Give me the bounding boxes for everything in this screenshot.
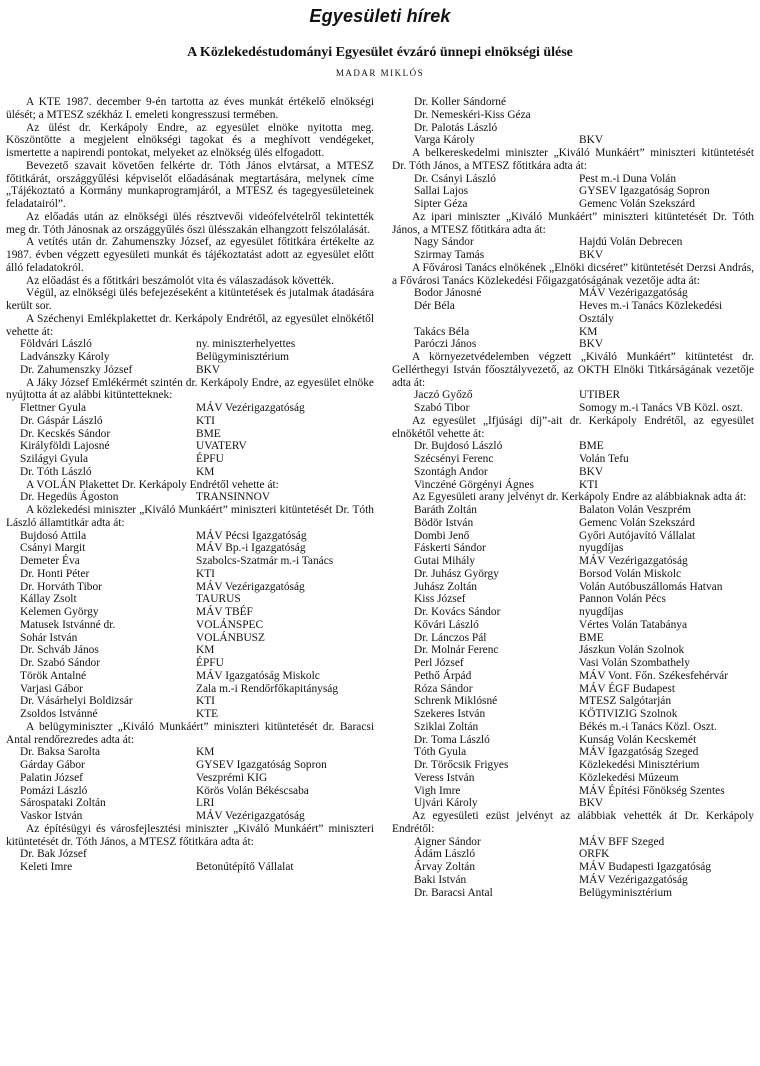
award-recipient-row <box>6 708 374 721</box>
recipient-organization: Belügyminisztérium <box>579 886 673 899</box>
paragraph: Bevezető szavait követően felkérte dr. Tóth János elvtársat, a MTESZ főtitkárát, országgyűlési képviselőt előadásának megtartására, melynek címe „Tájékoztató a Kormány munkaprogramjáról, a MTESZ és tagegyesületeinek feladatairól”. <box>6 159 374 210</box>
recipient-name: Sziklai Zoltán <box>414 720 479 733</box>
recipient-organization: KTI <box>196 414 215 427</box>
paragraph: A VOLÁN Plakettet Dr. Kerkápoly Endrétől vehette át: <box>26 478 279 491</box>
recipient-name: Dr. Toma László <box>414 733 490 746</box>
recipient-name: Dr. Baracsi Antal <box>414 886 493 899</box>
award-recipient-row <box>392 440 754 453</box>
award-recipient-row <box>392 861 754 874</box>
recipient-organization: Körös Volán Békéscsaba <box>196 784 309 797</box>
award-recipient-row <box>6 670 374 683</box>
award-recipient-row <box>392 797 754 810</box>
recipient-name: Kállay Zsolt <box>20 593 77 606</box>
paragraph: A Széchenyi Emlékplakettet dr. Kerkápoly Endrétől, az egyesület elnökétől vehette át: <box>6 312 374 338</box>
award-list <box>392 96 754 147</box>
award-recipient-row <box>392 389 754 402</box>
paragraph: Az előadást és a főtitkári beszámolót vita és válaszadások követték. <box>26 274 335 287</box>
award-recipient-row <box>6 351 374 364</box>
recipient-name: Róza Sándor <box>414 682 473 695</box>
recipient-organization: UTIBER <box>579 389 621 402</box>
recipient-organization <box>579 96 754 109</box>
recipient-organization: MTESZ Salgótarján <box>579 695 672 708</box>
recipient-name: Dr. Kovács Sándor <box>414 606 501 618</box>
recipient-organization: BME <box>579 631 604 644</box>
award-recipient-row <box>6 644 374 657</box>
recipient-name: Vigh Imre <box>414 784 461 797</box>
award-list <box>6 402 374 479</box>
award-recipient-row <box>392 721 754 734</box>
award-recipient-row <box>392 109 754 122</box>
recipient-name: Tóth Gyula <box>414 746 467 759</box>
award-list <box>392 836 754 900</box>
recipient-name: Fáskerti Sándor <box>414 542 486 555</box>
recipient-organization: Jászkun Volán Szolnok <box>579 644 685 657</box>
recipient-name: Ádám László <box>414 848 476 861</box>
recipient-name: Dr. Baksa Sarolta <box>20 746 101 759</box>
award-list <box>392 504 754 810</box>
recipient-organization: Kunság Volán Kecskemét <box>579 733 697 746</box>
paragraph: A vetítés után dr. Zahumenszky József, az egyesület főtitkára értékelte az 1987. évben végzett egyesületi munkát és tájékoztatást adott az egyesület előtt álló feladatokról. <box>6 236 374 274</box>
recipient-name: Dr. Kecskés Sándor <box>20 427 111 440</box>
award-recipient-row <box>6 402 374 415</box>
paragraph: A belkereskedelmi miniszter „Kiváló Munkáért” miniszteri kitüntetését Dr. Tóth János, a MTESZ főtitkára adta át: <box>392 147 754 172</box>
recipient-name: Szécsényi Ferenc <box>414 453 494 465</box>
recipient-name: Dr. Törőcsik Frigyes <box>414 759 509 771</box>
recipient-name: Kelemen György <box>20 606 99 618</box>
recipient-name: Dr. Juhász György <box>414 567 499 580</box>
award-recipient-row <box>392 759 754 772</box>
paragraph: Az előadás után az elnökségi ülés résztvevői videófelvételről tekintették meg dr. Tóth Jánosnak az országgyűlés őszi ülésszakán elhangzott felszólalását. <box>6 210 374 236</box>
recipient-organization: Közlekedési Minisztérium <box>579 759 700 771</box>
recipient-name: Dr. Zahumenszky József <box>20 363 133 376</box>
recipient-name: Dr. Vásárhelyi Boldizsár <box>20 695 133 708</box>
recipient-organization: BKV <box>196 363 221 376</box>
award-recipient-row <box>392 708 754 721</box>
recipient-name: Kiss József <box>414 593 466 606</box>
award-recipient-row <box>392 874 754 887</box>
recipient-name: Nagy Sándor <box>414 236 474 249</box>
award-recipient-row <box>392 479 754 492</box>
recipient-organization: nyugdíjas <box>579 606 624 618</box>
award-recipient-row <box>6 606 374 619</box>
recipient-name: Aigner Sándor <box>414 835 481 848</box>
award-recipient-row <box>6 785 374 798</box>
recipient-name: Keleti Imre <box>20 861 73 873</box>
award-recipient-row <box>392 836 754 849</box>
recipient-name: Gutai Mihály <box>414 555 476 567</box>
recipient-organization: Betonútépítő Vállalat <box>196 861 294 873</box>
recipient-organization: Heves m.-i Tanács Közlekedési Osztály <box>579 300 723 325</box>
recipient-organization: Békés m.-i Tanács Közl. Oszt. <box>579 720 717 733</box>
recipient-name: Dr. Palotás László <box>414 121 498 134</box>
recipient-organization: Pest m.-i Duna Volán <box>579 172 677 185</box>
recipient-name: Dombi Jenő <box>414 529 470 542</box>
award-recipient-row <box>6 759 374 772</box>
recipient-organization: ORFK <box>579 848 610 861</box>
recipient-name: Kővári László <box>414 618 479 631</box>
recipient-organization: MÁV TBÉF <box>196 606 253 618</box>
award-recipient-row <box>6 848 374 861</box>
recipient-name: Királyföldi Lajosné <box>20 440 110 453</box>
recipient-organization: MÁV Budapesti Igazgatóság <box>579 861 712 873</box>
right-column <box>392 96 754 899</box>
recipient-name: Paróczi János <box>414 338 477 351</box>
author-byline: MADAR MIKLÓS <box>335 68 425 78</box>
recipient-organization: MÁV Bp.-i Igazgatóság <box>196 542 306 555</box>
recipient-name: Dr. Molnár Ferenc <box>414 644 499 657</box>
recipient-name: Vaskor István <box>20 810 83 822</box>
award-recipient-row <box>6 364 374 377</box>
paragraph: A közlekedési miniszter „Kiváló Munkáért” miniszteri kitüntetését Dr. Tóth László államtitkár adta át: <box>6 504 374 529</box>
award-recipient-row <box>6 695 374 708</box>
award-recipient-row <box>392 785 754 798</box>
award-recipient-row <box>392 185 754 198</box>
award-recipient-row <box>6 581 374 594</box>
recipient-organization: Hajdú Volán Debrecen <box>579 236 683 249</box>
paragraph: Az Egyesületi arany jelvényt dr. Kerkápoly Endre az alábbiaknak adta át: <box>412 491 747 504</box>
recipient-name: Sárospataki Zoltán <box>20 797 106 810</box>
recipient-organization: KM <box>579 325 598 338</box>
recipient-organization: MÁV Vont. Főn. Székesfehérvár <box>579 669 729 682</box>
recipient-organization: Somogy m.-i Tanács VB Közl. oszt. <box>579 402 743 414</box>
left-column <box>6 96 374 874</box>
recipient-name: Demeter Éva <box>20 555 80 567</box>
award-recipient-row <box>392 402 754 415</box>
recipient-name: Varga Károly <box>414 134 475 147</box>
recipient-name: Földvári László <box>20 338 92 351</box>
paragraph: A Jáky József Emlékérmét szintén dr. Kerkápoly Endre, az egyesület elnöke nyújtotta át az alábbi kitüntetteknek: <box>6 376 374 402</box>
recipient-organization: ÉPFU <box>196 453 224 465</box>
recipient-name: Ujvári Károly <box>414 797 478 810</box>
recipient-name: Ladvánszky Károly <box>20 351 110 363</box>
award-recipient-row <box>392 173 754 186</box>
award-recipient-row <box>392 300 754 326</box>
recipient-organization: Szabolcs-Szatmár m.-i Tanács <box>196 555 334 567</box>
paragraph: Végül, az elnökségi ülés befejezéseként a kitüntetések és jutalmak átadására került sor. <box>6 287 374 312</box>
paragraph: Az ipari miniszter „Kiváló Munkáért” miniszteri kitüntetését Dr. Tóth János, a MTESZ főtitkára adta át: <box>392 210 754 236</box>
recipient-organization: MÁV Vezérigazgatóság <box>196 402 305 414</box>
award-recipient-row <box>6 428 374 441</box>
recipient-organization: LRI <box>196 797 215 810</box>
recipient-organization: MÁV Vezérigazgatóság <box>196 580 305 593</box>
award-recipient-row <box>392 96 754 109</box>
award-recipient-row <box>392 542 754 555</box>
recipient-organization: MÁV Vezérigazgatóság <box>579 555 688 567</box>
award-list <box>6 491 374 504</box>
award-list <box>6 530 374 721</box>
award-recipient-row <box>392 326 754 339</box>
award-recipient-row <box>6 568 374 581</box>
award-recipient-row <box>6 542 374 555</box>
paragraph: Az építésügyi és városfejlesztési miniszter „Kiváló Munkáért” miniszteri kitüntetését dr. Tóth János, a MTESZ főtitkára adta át: <box>6 822 374 848</box>
recipient-organization <box>196 848 374 861</box>
recipient-organization: BME <box>196 427 221 440</box>
recipient-organization: MÁV Vezérigazgatóság <box>579 873 688 886</box>
recipient-organization: KÖTIVIZIG Szolnok <box>579 708 678 720</box>
recipient-name: Dr. Bak József <box>20 848 87 861</box>
award-recipient-row <box>392 632 754 645</box>
recipient-organization: MÁV Pécsi Igazgatóság <box>196 529 307 542</box>
recipient-name: Dr. Gáspár László <box>20 414 103 427</box>
recipient-organization: KM <box>196 644 215 657</box>
recipient-name: Dr. Tóth László <box>20 465 92 478</box>
recipient-name: Dr. Bujdosó László <box>414 440 503 453</box>
award-recipient-row <box>392 134 754 147</box>
recipient-organization: Gemenc Volán Szekszárd <box>579 198 695 210</box>
award-recipient-row <box>392 453 754 466</box>
recipient-organization: nyugdíjas <box>579 542 624 555</box>
paragraph: A környezetvédelemben végzett „Kiváló Munkáért” kitüntetést dr. Gellérthegyi István főosztályvezető, az OKTH Elnöki Titkárságának vezetője adta át: <box>392 351 754 389</box>
recipient-name: Matusek Istvánné dr. <box>20 618 116 631</box>
award-recipient-row <box>392 657 754 670</box>
award-list <box>392 389 754 415</box>
award-recipient-row <box>6 415 374 428</box>
recipient-organization: Veszprémi KIG <box>196 771 268 784</box>
recipient-organization <box>579 122 754 135</box>
award-recipient-row <box>392 568 754 581</box>
recipient-name: Dr. Lánczos Pál <box>414 631 487 644</box>
award-recipient-row <box>6 657 374 670</box>
recipient-name: Sohár István <box>20 631 78 644</box>
award-recipient-row <box>392 848 754 861</box>
recipient-name: Pomázi László <box>20 784 88 797</box>
recipient-name: Szilágyi Gyula <box>20 453 89 465</box>
recipient-organization: BKV <box>579 465 604 478</box>
recipient-organization: Balaton Volán Veszprém <box>579 504 691 516</box>
award-recipient-row <box>392 504 754 517</box>
recipient-organization: KM <box>196 746 215 759</box>
recipient-organization: TRANSINNOV <box>196 491 271 504</box>
recipient-name: Sallai Lajos <box>414 185 469 198</box>
award-recipient-row <box>6 440 374 453</box>
award-recipient-row <box>392 619 754 632</box>
recipient-name: Baki István <box>414 873 467 886</box>
recipient-name: Veress István <box>414 771 475 784</box>
award-recipient-row <box>392 530 754 543</box>
recipient-organization: Vasi Volán Szombathely <box>579 657 690 669</box>
award-recipient-row <box>392 683 754 696</box>
recipient-name: Schrenk Miklósné <box>414 695 498 708</box>
recipient-name: Csányi Margit <box>20 542 86 555</box>
award-recipient-row <box>392 466 754 479</box>
recipient-organization: MÁV Vezérigazgatóság <box>196 810 305 822</box>
paragraph: A KTE 1987. december 9-én tartotta az éves munkát értékelő elnökségi ülését; a MTESZ székház I. emeleti kongresszusi termében. <box>6 96 374 121</box>
recipient-organization: Zala m.-i Rendőrfőkapitányság <box>196 682 339 695</box>
recipient-organization: Borsod Volán Miskolc <box>579 567 682 580</box>
recipient-organization: GYSEV Igazgatóság Sopron <box>579 185 710 198</box>
award-recipient-row <box>392 581 754 594</box>
award-recipient-row <box>392 236 754 249</box>
recipient-name: Szabó Tibor <box>414 402 470 414</box>
recipient-organization: BKV <box>579 249 604 261</box>
award-recipient-row <box>392 198 754 211</box>
recipient-name: Török Antalné <box>20 669 87 682</box>
award-list <box>392 287 754 351</box>
paragraph: Az ülést dr. Kerkápoly Endre, az egyesület elnöke nyitotta meg. Köszöntötte a megjelent elnökségi tagokat és a meghívott vendégeket, ismertette a napirendi pontokat, melyeket az elnökség ülés elfogadott. <box>6 121 374 159</box>
award-list <box>6 338 374 376</box>
recipient-organization: TAURUS <box>196 593 241 606</box>
recipient-name: Árvay Zoltán <box>414 861 476 873</box>
recipient-name: Dr. Csányi László <box>414 172 496 185</box>
recipient-organization: MÁV Igazgatóság Szeged <box>579 746 699 759</box>
award-recipient-row <box>392 734 754 747</box>
recipient-name: Jaczó Győző <box>414 389 473 402</box>
recipient-organization: MÁV Igazgatóság Miskolc <box>196 669 320 682</box>
recipient-name: Varjasi Gábor <box>20 682 83 695</box>
award-recipient-row <box>392 517 754 530</box>
award-list <box>6 848 374 874</box>
recipient-name: Dr. Koller Sándorné <box>414 96 507 108</box>
recipient-name: Bödör István <box>414 516 474 529</box>
recipient-organization: BME <box>579 440 604 453</box>
award-recipient-row <box>6 810 374 823</box>
award-recipient-row <box>6 861 374 874</box>
recipient-name: Szirmay Tamás <box>414 249 485 261</box>
recipient-organization: ÉPFU <box>196 657 224 669</box>
recipient-name: Dr. Hegedüs Ágoston <box>20 491 119 504</box>
recipient-name: Takács Béla <box>414 325 470 338</box>
award-recipient-row <box>392 644 754 657</box>
recipient-organization: Gemenc Volán Szekszárd <box>579 516 695 529</box>
recipient-organization: BKV <box>579 797 604 810</box>
award-recipient-row <box>6 466 374 479</box>
award-recipient-row <box>6 530 374 543</box>
award-list <box>392 236 754 262</box>
paragraph: A Fővárosi Tanács elnökének „Elnöki dicséret” kitüntetését Derzsi András, a Fővárosi Tanács Közlekedési Főigazgatóságának vezetője adta át: <box>392 261 754 287</box>
recipient-organization: Vértes Volán Tatabánya <box>579 618 688 631</box>
recipient-organization: BKV <box>579 338 604 351</box>
award-recipient-row <box>6 632 374 645</box>
recipient-name: Flettner Gyula <box>20 402 87 414</box>
award-recipient-row <box>6 683 374 696</box>
award-recipient-row <box>6 453 374 466</box>
recipient-name: Dr. Horváth Tibor <box>20 580 102 593</box>
award-recipient-row <box>6 555 374 568</box>
paragraph: Az egyesületi ezüst jelvényt az alábbiak vehették át Dr. Kerkápoly Endrétől: <box>392 810 754 835</box>
recipient-name: Dr. Nemeskéri-Kiss Géza <box>414 108 531 121</box>
recipient-name: Gárday Gábor <box>20 759 85 771</box>
recipient-name: Vinczéné Görgényi Ágnes <box>414 478 534 491</box>
recipient-organization: MÁV Építési Főnökség Szentes <box>579 784 725 797</box>
article-title: A Közlekedéstudományi Egyesület évzáró ünnepi elnökségi ülése <box>187 45 573 60</box>
recipient-organization: VOLÁNSPEC <box>196 618 264 631</box>
paragraph: Az egyesület „Ifjúsági díj”-ait dr. Kerkápoly Endrétől, az egyesület elnökétől vehette át: <box>392 414 754 440</box>
award-recipient-row <box>6 619 374 632</box>
recipient-organization: ny. miniszterhelyettes <box>196 338 296 351</box>
recipient-name: Juhász Zoltán <box>414 580 477 593</box>
award-recipient-row <box>392 122 754 135</box>
award-recipient-row <box>392 772 754 785</box>
recipient-name: Baráth Zoltán <box>414 504 477 516</box>
award-recipient-row <box>6 746 374 759</box>
award-recipient-row <box>392 887 754 900</box>
award-recipient-row <box>392 695 754 708</box>
recipient-organization: MÁV Vezérigazgatóság <box>579 287 688 300</box>
recipient-name: Dr. Schváb János <box>20 644 99 657</box>
award-recipient-row <box>6 491 374 504</box>
award-list <box>392 440 754 491</box>
recipient-organization: GYSEV Igazgatóság Sopron <box>196 759 327 771</box>
recipient-name: Bodor Jánosné <box>414 287 482 300</box>
recipient-organization: KM <box>196 465 215 478</box>
recipient-name: Bujdosó Attila <box>20 529 87 542</box>
award-recipient-row <box>6 338 374 351</box>
recipient-organization <box>579 109 754 122</box>
paragraph: A belügyminiszter „Kiváló Munkáért” miniszteri kitüntetését dr. Baracsi Antal rendőrezredes adta át: <box>6 720 374 746</box>
award-recipient-row <box>392 593 754 606</box>
award-list <box>6 746 374 823</box>
award-recipient-row <box>6 593 374 606</box>
award-recipient-row <box>392 338 754 351</box>
recipient-name: Szontágh Andor <box>414 465 488 478</box>
recipient-organization: KTI <box>196 695 215 708</box>
recipient-organization: Volán Tefu <box>579 453 629 465</box>
recipient-organization: KTI <box>196 567 215 580</box>
recipient-name: Szekeres István <box>414 708 486 720</box>
award-recipient-row <box>392 287 754 300</box>
recipient-organization: Közlekedési Múzeum <box>579 771 679 784</box>
recipient-organization: MÁV ÉGF Budapest <box>579 682 675 695</box>
recipient-organization: MÁV BFF Szeged <box>579 835 665 848</box>
recipient-name: Perl József <box>414 657 464 669</box>
award-recipient-row <box>392 746 754 759</box>
recipient-organization: KTE <box>196 708 219 720</box>
award-list <box>392 173 754 211</box>
recipient-organization: Győri Autójavító Vállalat <box>579 529 696 542</box>
recipient-organization: Pannon Volán Pécs <box>579 593 666 606</box>
recipient-name: Dér Béla <box>414 300 455 312</box>
section-title: Egyesületi hírek <box>309 6 451 26</box>
recipient-name: Palatin József <box>20 771 83 784</box>
recipient-organization: VOLÁNBUSZ <box>196 631 265 644</box>
recipient-organization: Volán Autóbuszállomás Hatvan <box>579 580 723 593</box>
award-recipient-row <box>6 797 374 810</box>
award-recipient-row <box>392 555 754 568</box>
award-recipient-row <box>6 772 374 785</box>
recipient-name: Zsoldos Istvánné <box>20 708 98 720</box>
recipient-name: Pethő Árpád <box>414 669 472 682</box>
recipient-organization: UVATERV <box>196 440 247 453</box>
recipient-organization: KTI <box>579 478 598 491</box>
recipient-organization: Belügyminisztérium <box>196 351 290 363</box>
recipient-name: Dr. Szabó Sándor <box>20 657 101 669</box>
award-recipient-row <box>392 670 754 683</box>
recipient-organization: BKV <box>579 134 604 147</box>
award-recipient-row <box>392 606 754 619</box>
recipient-name: Sipter Géza <box>414 198 468 210</box>
recipient-name: Dr. Honti Péter <box>20 567 90 580</box>
award-recipient-row <box>392 249 754 262</box>
